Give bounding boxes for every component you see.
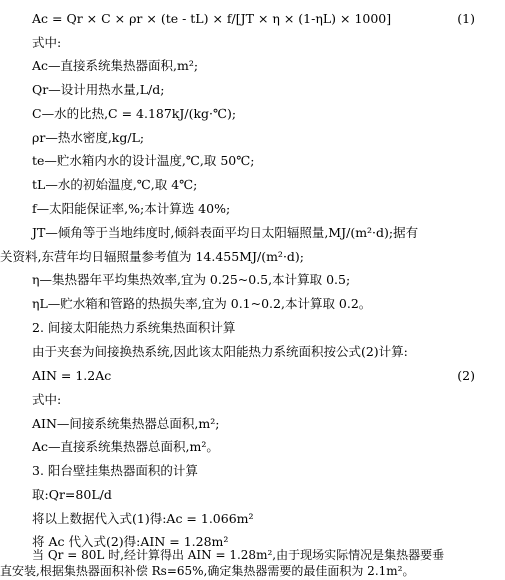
definition-f: f—太阳能保证率,%;本计算选 40%; xyxy=(32,201,231,216)
definition-qr: Qr—设计用热水量,L/d; xyxy=(32,82,165,97)
definition-ac: Ac—直接系统集热器面积,m²; xyxy=(32,58,199,73)
conclusion-line-1: 当 Qr = 80L 时,经计算得出 AIN = 1.28m²,由于现场实际情况是集热器要垂 xyxy=(32,548,445,562)
definition-ac-total: Ac—直接系统集热器总面积,m²。 xyxy=(32,439,219,454)
definition-eta-l: ηL—贮水箱和管路的热损失率,宜为 0.1~0.2,本计算取 0.2。 xyxy=(32,296,372,311)
given-qr: 取:Qr=80L/d xyxy=(32,487,112,502)
section-3-heading: 3. 阳台壁挂集热器面积的计算 xyxy=(32,463,198,478)
result-ain: 将 Ac 代入式(2)得:AIN = 1.28m² xyxy=(32,534,229,549)
where-label-2: 式中: xyxy=(32,392,62,407)
conclusion-line-2: 直安装,根据集热器面积补偿 Rs=65%,确定集热器需要的最佳面积为 2.1m²。 xyxy=(0,564,415,578)
definition-te: te—贮水箱内水的设计温度,℃,取 50℃; xyxy=(32,153,255,168)
definition-ain: AIN—间接系统集热器总面积,m²; xyxy=(32,416,220,431)
where-label-1: 式中: xyxy=(32,35,62,50)
formula-2: AIN = 1.2Ac xyxy=(32,368,112,383)
formula-1-number: (1) xyxy=(457,11,475,26)
definition-tl: tL—水的初始温度,℃,取 4℃; xyxy=(32,177,198,192)
definition-jt: JT—倾角等于当地纬度时,倾斜表面平均日太阳辐照量,MJ/(m²·d);据有 xyxy=(32,225,419,240)
definition-jt-continued: 关资料,东营年均日辐照量参考值为 14.455MJ/(m²·d); xyxy=(0,249,305,264)
definition-eta: η—集热器年平均集热效率,宜为 0.25~0.5,本计算取 0.5; xyxy=(32,272,351,287)
definition-rho: ρr—热水密度,kg/L; xyxy=(32,130,145,145)
formula-1: Ac = Qr × C × ρr × (te - tL) × f/[JT × η × (1-ηL) × 1000] xyxy=(32,11,392,26)
result-ac: 将以上数据代入式(1)得:Ac = 1.066m² xyxy=(32,511,254,526)
definition-c: C—水的比热,C = 4.187kJ/(kg·℃); xyxy=(32,106,237,121)
formula-2-number: (2) xyxy=(457,368,475,383)
section-2-intro: 由于夹套为间接换热系统,因此该太阳能热力系统面积按公式(2)计算: xyxy=(32,344,408,359)
section-2-heading: 2. 间接太阳能热力系统集热面积计算 xyxy=(32,320,236,335)
